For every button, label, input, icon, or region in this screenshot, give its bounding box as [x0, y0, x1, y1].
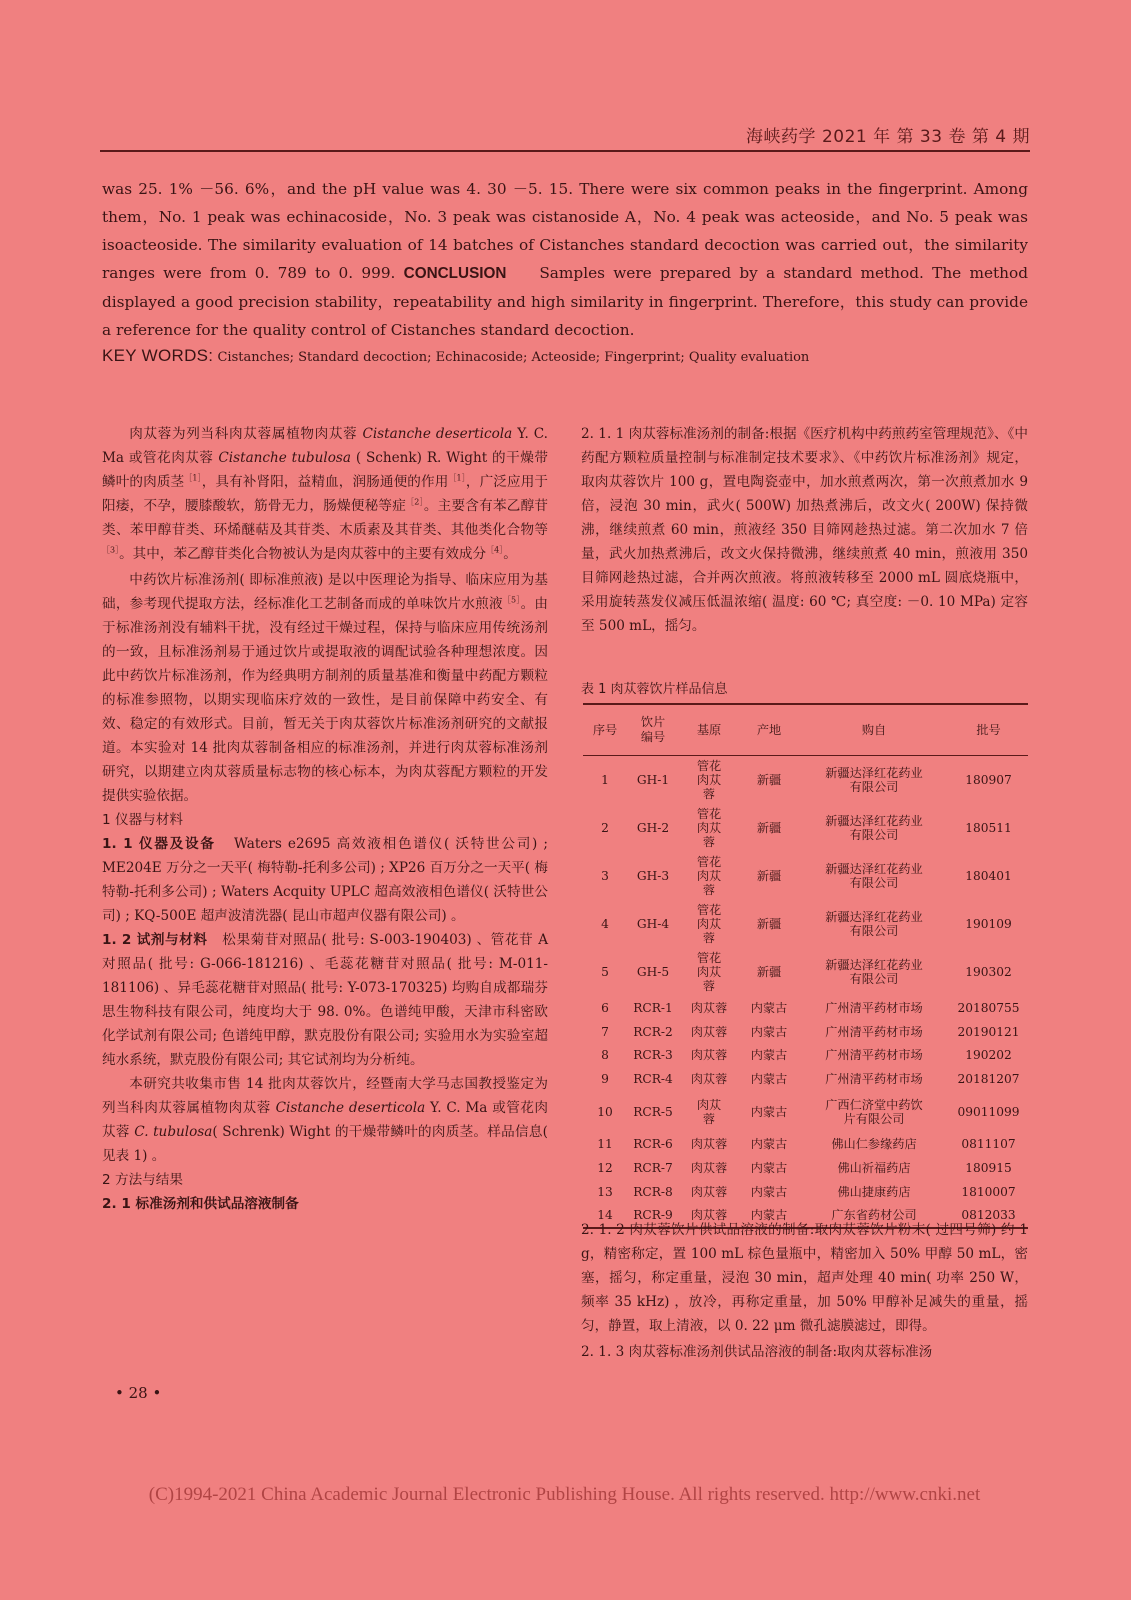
table-cell-code	[627, 1091, 679, 1132]
cell-text: 肉苁蓉	[690, 1072, 728, 1087]
table-cell-origin	[679, 1044, 739, 1068]
cell-text: 190109	[965, 917, 1012, 931]
table-row	[583, 1180, 1028, 1204]
p1-d: ，具有补肾阳，益精血，润肠通便的作用	[201, 474, 449, 490]
cell-text: 新疆	[756, 821, 782, 835]
section-2-1-1-label: 2. 1. 1 肉苁蓉标准汤剂的制备:	[581, 426, 770, 442]
table-cell-batch	[949, 900, 1028, 948]
cell-text: 管花肉苁蓉	[696, 855, 722, 897]
cell-text: RCR-2	[633, 1024, 673, 1039]
latin-name: C. tubulosa	[134, 1124, 213, 1140]
table-cell-code	[627, 948, 679, 996]
table-cell-place	[739, 1091, 799, 1132]
table-cell-code	[627, 900, 679, 948]
table-cell-place	[739, 1132, 799, 1156]
cell-text: 3	[601, 869, 609, 883]
table-cell-source	[799, 1020, 949, 1044]
table-cell-source	[799, 1156, 949, 1180]
cell-text: 新疆达泽红花药业有限公司	[825, 814, 923, 842]
table-cell-origin	[679, 852, 739, 900]
cell-text: 管花肉苁蓉	[696, 759, 722, 801]
cell-text: 09011099	[957, 1104, 1020, 1119]
right-column-lower	[581, 1218, 1028, 1364]
section-2-1-2-label: 2. 1. 2 肉苁蓉饮片供试品溶液的制备:	[581, 1222, 815, 1238]
table-cell-origin	[679, 1156, 739, 1180]
cell-text: GH-2	[636, 821, 670, 835]
cell-text: 13	[597, 1184, 613, 1199]
section-2-1-2	[581, 1218, 1028, 1338]
table-cell-place	[739, 900, 799, 948]
cell-text: RCR-8	[633, 1184, 673, 1199]
cell-text: 佛山仁参缘药店	[831, 1137, 917, 1152]
cell-text: 内蒙古	[750, 1160, 788, 1175]
table-row	[583, 1132, 1028, 1156]
cell-text: 内蒙古	[750, 1104, 788, 1119]
section-1-1-label: 1. 1 仪器及设备	[102, 836, 216, 852]
section-2-1-3	[581, 1340, 1028, 1364]
cell-text: 2	[601, 821, 609, 835]
cell-text: RCR-1	[633, 1000, 673, 1015]
table-cell-origin	[679, 1067, 739, 1091]
table-cell-origin	[679, 804, 739, 852]
table-cell-no	[583, 1067, 627, 1091]
p3-c: ( Schrenk) Wight 的干燥带鳞叶的肉质茎。样品信息( 见表 1) 。	[102, 1124, 548, 1164]
sample-info-table	[583, 703, 1028, 1229]
intro-paragraph-1	[102, 422, 548, 566]
citation: ［3］	[102, 545, 120, 555]
cell-text: RCR-9	[633, 1208, 673, 1223]
table-cell-place	[739, 996, 799, 1020]
abstract-text-after: Samples were prepared by a standard method. The method displayed a good precision stability，repeatability and high similarity in fingerprint. Therefore，this study can provide a reference for the quality control of Cistanches standard decoction.	[102, 264, 1028, 339]
page-number: • 28 •	[115, 1384, 162, 1402]
cell-text: 内蒙古	[750, 1208, 788, 1223]
section-2-1-2-text: 取肉苁蓉饮片粉末( 过四号筛) 约 1 g，精密称定，置 100 mL 棕色量瓶中，精密加入 50% 甲醇 50 mL，密塞，摇匀，称定重量，浸泡 30 min，超声处理 40 min( 功率 250 W，频率 35 kHz) ，放冷，再称定重量，加 50% 甲醇补足减失的重量，摇匀，静置，取上清液，以 0. 22 μm 微孔滤膜滤过，即得。	[581, 1222, 1028, 1334]
cell-text: 广西仁济堂中药饮片有限公司	[825, 1097, 923, 1126]
cell-text: 7	[601, 1024, 609, 1039]
table-cell-batch	[949, 996, 1028, 1020]
cell-text: GH-4	[636, 917, 670, 931]
cell-text: 内蒙古	[750, 1137, 788, 1152]
table-cell-origin	[679, 1180, 739, 1204]
section-2-1-label: 2. 1 标准汤剂和供试品溶液制备	[102, 1196, 299, 1212]
section-1-heading: 1 仪器与材料	[102, 812, 183, 828]
cell-text: 1810007	[961, 1184, 1016, 1199]
table-cell-no	[583, 1091, 627, 1132]
col-header: 基原	[679, 704, 739, 756]
cell-text: 肉苁蓉	[690, 1208, 728, 1223]
table-cell-place	[739, 1020, 799, 1044]
cell-text: 肉苁蓉	[690, 1048, 728, 1063]
table-cell-batch	[949, 1067, 1028, 1091]
col-header-text: 饮片编号	[640, 715, 666, 744]
cell-text: 14	[597, 1208, 613, 1223]
section-1-2-text: 松果菊苷对照品( 批号: S-003-190403) 、管花苷 A 对照品( 批号: G-066-181216) 、毛蕊花糖苷对照品( 批号: M-011-181106) 、异毛蕊花糖苷对照品( 批号: Y-073-170325) 均购自成都瑞芬思生物科技有限公司，纯度均大于 98. 0%。色谱纯甲酸，天津市科密欧化学试剂有限公司; 色谱纯甲醇，默克股份有限公司; 实验用水为实验室超纯水系统，默克股份有限公司; 其它试剂均为分析纯。	[102, 932, 549, 1068]
table-cell-source	[799, 1067, 949, 1091]
table-row	[583, 756, 1028, 805]
cell-text: 广州清平药材市场	[825, 1072, 923, 1087]
abstract-text-before: was 25. 1% －56. 6%，and the pH value was 4. 30 －5. 15. There were six common peaks in the fingerprint. Among them，No. 1 peak was echinacoside，No. 3 peak was cistanoside A，No. 4 peak was acteoside，and No. 5 peak was isoacteoside. The similarity evaluation of 14 batches of Cistanches standard decoction was carried out，the similarity ranges were from 0. 789 to 0. 999.	[102, 180, 1028, 282]
cell-text: 11	[597, 1137, 613, 1152]
cell-text: 新疆	[756, 917, 782, 931]
citation: ［1］	[448, 473, 466, 483]
table-cell-no	[583, 948, 627, 996]
table-cell-origin	[679, 1132, 739, 1156]
cell-text: 广东省药材公司	[831, 1208, 917, 1223]
table-cell-batch	[949, 1180, 1028, 1204]
section-2-1-heading	[102, 1192, 548, 1216]
p1-h: 。	[503, 546, 517, 562]
cell-text: 新疆达泽红花药业有限公司	[825, 958, 923, 986]
conclusion-label: CONCLUSION	[403, 265, 507, 282]
cell-text: GH-3	[636, 869, 670, 883]
table-cell-source	[799, 804, 949, 852]
table-cell-code	[627, 1132, 679, 1156]
cell-text: 内蒙古	[750, 1048, 788, 1063]
table-cell-source	[799, 756, 949, 805]
intro-paragraph-2	[102, 568, 548, 808]
cell-text: 8	[601, 1048, 609, 1063]
cell-text: RCR-5	[633, 1104, 673, 1119]
latin-name: Cistanche deserticola	[275, 1100, 426, 1116]
table-cell-origin	[679, 900, 739, 948]
table-cell-place	[739, 1067, 799, 1091]
table-cell-code	[627, 1156, 679, 1180]
cell-text: GH-1	[636, 773, 670, 787]
table-cell-no	[583, 1132, 627, 1156]
cell-text: 新疆达泽红花药业有限公司	[825, 766, 923, 794]
cell-text: 4	[601, 917, 609, 931]
sample-paragraph	[102, 1072, 548, 1168]
table-header-row	[583, 704, 1028, 756]
col-header	[627, 704, 679, 756]
table-cell-origin	[679, 948, 739, 996]
section-2-1-3-text: 取肉苁蓉标准汤	[837, 1344, 933, 1360]
section-1-1	[102, 832, 548, 928]
cell-text: 20180755	[957, 1000, 1020, 1015]
table-cell-place	[739, 948, 799, 996]
cell-text: 肉苁蓉	[690, 1160, 728, 1175]
citation: ［5］	[502, 595, 521, 605]
table-cell-batch	[949, 1091, 1028, 1132]
table-row	[583, 948, 1028, 996]
table-cell-origin	[679, 1091, 739, 1132]
col-header: 购自	[799, 704, 949, 756]
table-row	[583, 1091, 1028, 1132]
table-row	[583, 804, 1028, 852]
table-cell-no	[583, 804, 627, 852]
cell-text: 新疆	[756, 965, 782, 979]
header-rule	[100, 150, 1030, 152]
table-cell-batch	[949, 1132, 1028, 1156]
p1-c: ( Schenk) R. Wight 的干燥带鳞叶的肉质茎	[102, 450, 548, 490]
table-cell-batch	[949, 804, 1028, 852]
table-cell-source	[799, 996, 949, 1020]
cell-text: 佛山祈福药店	[837, 1160, 911, 1175]
table-cell-origin	[679, 756, 739, 805]
cell-text: 190202	[965, 1048, 1012, 1063]
section-1-2	[102, 928, 548, 1072]
table-cell-place	[739, 804, 799, 852]
table-cell-code	[627, 1044, 679, 1068]
cell-text: 20190121	[957, 1024, 1020, 1039]
table-cell-no	[583, 1156, 627, 1180]
cell-text: 0811107	[961, 1137, 1016, 1152]
cell-text: 管花肉苁蓉	[696, 903, 722, 945]
citation: ［2］	[406, 497, 424, 507]
cell-text: RCR-3	[633, 1048, 673, 1063]
col-header: 批号	[949, 704, 1028, 756]
running-head: 海峡药学 2021 年 第 33 卷 第 4 期	[746, 127, 1030, 147]
table-cell-place	[739, 1044, 799, 1068]
table-cell-source	[799, 900, 949, 948]
latin-name: Cistanche deserticola	[362, 426, 513, 442]
table-cell-batch	[949, 1156, 1028, 1180]
table-cell-place	[739, 1180, 799, 1204]
table-cell-batch	[949, 756, 1028, 805]
citation: ［1］	[184, 473, 202, 483]
table-cell-source	[799, 948, 949, 996]
section-2-1-1-text: 根据《医疗机构中药煎药室管理规范》、《中药配方颗粒质量控制与标准制定技术要求》、《中药饮片标准汤剂》规定，取肉苁蓉饮片 100 g，置电陶瓷壶中，加水煎煮两次，第一次煎煮加水 9 倍，浸泡 30 min，武火( 500W) 加热煮沸后，改文火( 200W) 保持微沸，继续煎煮 60 min，煎液经 350 目筛网趁热过滤。第二次加水 7 倍量，武火加热煮沸后，改文火保持微沸，继续煎煮 40 min，煎液用 350 目筛网趁热过滤，合并两次煎液。将煎液转移至 2000 mL 圆底烧瓶中，采用旋转蒸发仪减压低温浓缩( 温度: 60 ℃; 真空度: －0. 10 MPa) 定容至 500 mL，摇匀。	[581, 426, 1028, 634]
p3-a: 本研究共收集市售 14 批肉苁蓉饮片，经暨南大学马志国教授鉴定为列当科肉苁蓉属植物肉苁蓉	[102, 1076, 548, 1116]
cell-text: 肉苁蓉	[690, 1000, 728, 1015]
table-cell-batch	[949, 852, 1028, 900]
cell-text: 广州清平药材市场	[825, 1048, 923, 1063]
cell-text: 180907	[965, 773, 1012, 787]
cell-text: 9	[601, 1072, 609, 1087]
cell-text: 肉苁蓉	[690, 1184, 728, 1199]
table-row	[583, 996, 1028, 1020]
cell-text: RCR-7	[633, 1160, 673, 1175]
cell-text: 180401	[965, 869, 1012, 883]
cell-text: 广州清平药材市场	[825, 1000, 923, 1015]
cell-text: 12	[597, 1160, 613, 1175]
p1-f: 。主要含有苯乙醇苷类、苯甲醇苷类、环烯醚萜及其苷类、木质素及其苷类、其他类化合物等	[102, 498, 549, 538]
keywords	[102, 346, 1028, 368]
table-caption: 表 1 肉苁蓉饮片样品信息	[581, 682, 728, 697]
cell-text: 10	[597, 1104, 613, 1119]
table-cell-source	[799, 1091, 949, 1132]
p3-b: Y. C. Ma 或管花肉苁蓉	[102, 1100, 548, 1140]
section-2-1-1	[581, 422, 1028, 638]
keywords-text: Cistanches; Standard decoction; Echinacoside; Acteoside; Fingerprint; Quality evaluation	[217, 350, 810, 365]
table-cell-no	[583, 852, 627, 900]
table-cell-code	[627, 996, 679, 1020]
table-cell-code	[627, 804, 679, 852]
table-cell-place	[739, 756, 799, 805]
section-1-2-label: 1. 2 试剂与材料	[102, 932, 208, 948]
table-cell-place	[739, 852, 799, 900]
table-row	[583, 900, 1028, 948]
cell-text: 肉苁蓉	[690, 1137, 728, 1152]
table-cell-code	[627, 852, 679, 900]
right-column	[581, 422, 1028, 638]
table-cell-batch	[949, 1044, 1028, 1068]
left-column	[102, 422, 548, 1216]
table-cell-source	[799, 1044, 949, 1068]
cell-text: 内蒙古	[750, 1072, 788, 1087]
p1-g: 。其中，苯乙醇苷类化合物被认为是肉苁蓉中的主要有效成分	[119, 546, 487, 562]
table-row	[583, 1044, 1028, 1068]
cell-text: GH-5	[636, 965, 670, 979]
table-cell-no	[583, 756, 627, 805]
cell-text: 新疆	[756, 869, 782, 883]
p1-a: 肉苁蓉为列当科肉苁蓉属植物肉苁蓉	[129, 426, 358, 442]
table-row	[583, 1067, 1028, 1091]
cell-text: RCR-6	[633, 1137, 673, 1152]
cell-text: 内蒙古	[750, 1024, 788, 1039]
cell-text: RCR-4	[633, 1072, 673, 1087]
p2-a: 中药饮片标准汤剂( 即标准煎液) 是以中医理论为指导、临床应用为基础，参考现代提取方法，经标准化工艺制备而成的单味饮片水煎液	[102, 572, 548, 612]
table-row	[583, 1020, 1028, 1044]
cell-text: 新疆达泽红花药业有限公司	[825, 862, 923, 890]
cell-text: 190302	[965, 965, 1012, 979]
cell-text: 1	[601, 773, 609, 787]
cell-text: 6	[601, 1000, 609, 1015]
cell-text: 内蒙古	[750, 1000, 788, 1015]
citation: ［4］	[486, 545, 504, 555]
table-cell-source	[799, 852, 949, 900]
abstract-continuation	[102, 175, 1028, 344]
cell-text: 0812033	[961, 1208, 1016, 1223]
keywords-label: KEY WORDS:	[102, 346, 214, 365]
cell-text: 20181207	[957, 1072, 1020, 1087]
table-cell-no	[583, 1044, 627, 1068]
cell-text: 180511	[965, 821, 1012, 835]
cell-text: 新疆达泽红花药业有限公司	[825, 910, 923, 938]
table-cell-no	[583, 1180, 627, 1204]
table-row	[583, 852, 1028, 900]
table-cell-no	[583, 996, 627, 1020]
table-cell-code	[627, 756, 679, 805]
copyright-notice: (C)1994-2021 China Academic Journal Electronic Publishing House. All rights reserved. http://www.cnki.net	[148, 1484, 981, 1505]
table-cell-source	[799, 1180, 949, 1204]
cell-text: 5	[601, 965, 609, 979]
table-cell-code	[627, 1067, 679, 1091]
cell-text: 内蒙古	[750, 1184, 788, 1199]
table-body	[583, 756, 1028, 1229]
table-cell-batch	[949, 948, 1028, 996]
table-cell-origin	[679, 996, 739, 1020]
table-cell-code	[627, 1020, 679, 1044]
table-cell-place	[739, 1156, 799, 1180]
col-header: 序号	[583, 704, 627, 756]
section-2-1-3-label: 2. 1. 3 肉苁蓉标准汤剂供试品溶液的制备:	[581, 1344, 838, 1360]
table-cell-no	[583, 900, 627, 948]
cell-text: 肉苁蓉	[696, 1097, 722, 1126]
cell-text: 管花肉苁蓉	[696, 951, 722, 993]
section-1-1-text: Waters e2695 高效液相色谱仪( 沃特世公司) ; ME204E 万分之一天平( 梅特勒-托利多公司) ; XP26 百万分之一天平( 梅特勒-托利多公司) ; Waters Acquity UPLC 超高效液相色谱仪( 沃特世公司) ; KQ-500E 超声波清洗器( 昆山市超声仪器有限公司) 。	[102, 836, 548, 924]
table-cell-no	[583, 1020, 627, 1044]
latin-name: Cistanche tubulosa	[218, 450, 351, 466]
cell-text: 肉苁蓉	[690, 1024, 728, 1039]
p1-b: Y. C. Ma 或管花肉苁蓉	[102, 426, 548, 466]
cell-text: 佛山捷康药店	[837, 1184, 911, 1199]
table-cell-batch	[949, 1020, 1028, 1044]
cell-text: 新疆	[756, 773, 782, 787]
table-row	[583, 1156, 1028, 1180]
table-cell-code	[627, 1180, 679, 1204]
cell-text: 管花肉苁蓉	[696, 807, 722, 849]
table-cell-source	[799, 1132, 949, 1156]
p1-e: ，广泛应用于阳痿，不孕，腰膝酸软，筋骨无力，肠燥便秘等症	[102, 474, 549, 514]
col-header: 产地	[739, 704, 799, 756]
cell-text: 180915	[965, 1160, 1012, 1175]
p2-b: 。由于标准汤剂没有辅料干扰，没有经过干燥过程，保持与临床应用传统汤剂的一致，且标准汤剂易于通过饮片或提取液的调配试验各种理想浓度。因此中药饮片标准汤剂，作为经典明方制剂的质量基准和衡量中药配方颗粒的标准参照物，以期实现临床疗效的一致性，是目前保障中药安全、有效、稳定的有效形式。目前，暂无关于肉苁蓉饮片标准汤剂研究的文献报道。本实验对 14 批肉苁蓉制备相应的标准汤剂，并进行肉苁蓉标准汤剂研究，以期建立肉苁蓉质量标志物的核心标本，为肉苁蓉配方颗粒的开发提供实验依据。	[102, 596, 549, 804]
cell-text: 广州清平药材市场	[825, 1024, 923, 1039]
table-cell-origin	[679, 1020, 739, 1044]
section-2-heading: 2 方法与结果	[102, 1172, 183, 1188]
